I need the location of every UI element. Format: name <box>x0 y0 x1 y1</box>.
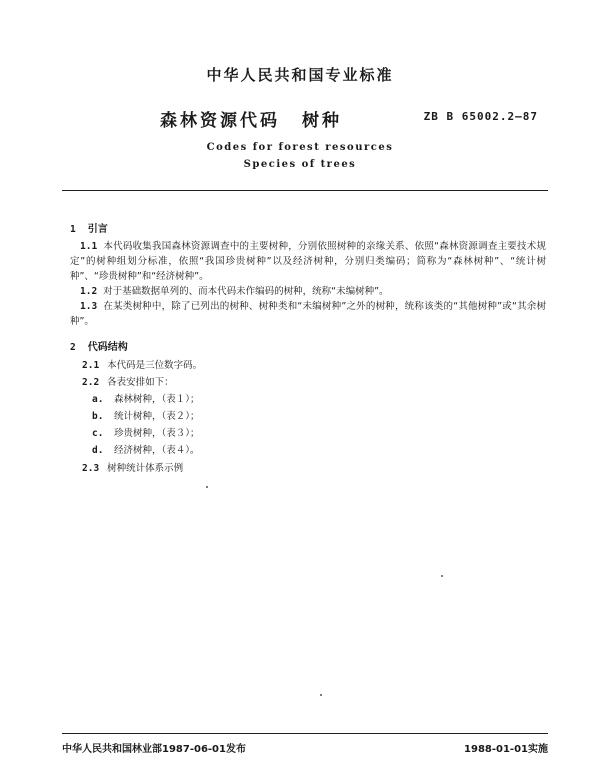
item-2-3-number: 2.3 <box>82 463 100 474</box>
sub-item-c-letter: c. <box>92 428 104 439</box>
section-1-number: 1 <box>70 224 76 235</box>
sub-item-b <box>92 409 200 424</box>
item-2-3 <box>82 461 183 476</box>
section-2-heading <box>70 338 128 353</box>
effective-date: 1988-01-01实施 <box>464 744 548 755</box>
header-divider <box>62 190 548 191</box>
scan-speck <box>206 486 208 488</box>
paragraph-1-1-number: 1.1 <box>80 241 98 252</box>
sub-item-b-text: 统计树种，（表２）； <box>114 411 200 422</box>
item-2-2-number: 2.2 <box>82 377 100 388</box>
item-2-2 <box>82 375 174 390</box>
sub-item-a-text: 森林树种，（表１）； <box>114 394 200 405</box>
document-title <box>160 106 342 131</box>
sub-item-c <box>92 426 200 441</box>
paragraph-1-3-number: 1.3 <box>80 301 98 312</box>
issuing-authority-header: 中华人民共和国专业标准 <box>206 66 394 84</box>
item-2-2-text: 各表安排如下： <box>107 377 174 388</box>
sub-item-b-letter: b. <box>92 411 104 422</box>
paragraph-1-2 <box>70 284 546 299</box>
scan-speck <box>320 694 322 696</box>
paragraph-1-1-text: 本代码收集我国森林资源调查中的主要树种，分别依照树种的亲缘关系、依照“森林资源调查主要技术规定”的树种组划分标准，依照“我国珍贵树种”以及经济树种，分别归类编码；简称为“森林树种”、“统计树种”、“珍贵树种”和“经济树种”。 <box>70 241 546 282</box>
paragraph-1-3-text: 在某类树种中，除了已列出的树种、树种类和“未编树种”之外的树种，统称该类的“其他树种”或“其余树种”。 <box>70 301 546 327</box>
title-sub: 树种 <box>302 111 342 131</box>
item-2-1 <box>82 358 202 373</box>
standard-code: ZB B 65002.2—87 <box>423 110 538 123</box>
scan-speck <box>441 575 443 577</box>
title-main: 森林资源代码 <box>160 111 280 131</box>
item-2-3-text: 树种统计体系示例 <box>107 463 184 474</box>
sub-item-d <box>92 443 200 458</box>
section-1-title: 引言 <box>87 224 108 235</box>
sub-item-a <box>92 392 200 407</box>
section-2-title: 代码结构 <box>87 342 128 353</box>
section-1-heading <box>70 220 108 235</box>
english-title-line-1: Codes for forest resources <box>206 142 394 153</box>
footer-divider <box>62 733 548 734</box>
paragraph-1-2-number: 1.2 <box>80 286 98 297</box>
paragraph-1-3 <box>70 299 546 329</box>
section-2-number: 2 <box>70 342 76 353</box>
english-title-line-2: Species of trees <box>243 159 357 170</box>
sub-item-a-letter: a. <box>92 394 104 405</box>
sub-item-d-text: 经济树种，（表４）。 <box>114 445 200 456</box>
item-2-1-number: 2.1 <box>82 360 100 371</box>
sub-item-c-text: 珍贵树种，（表３）； <box>114 428 200 439</box>
paragraph-1-1 <box>70 239 546 284</box>
sub-item-d-letter: d. <box>92 445 104 456</box>
issue-date: 中华人民共和国林业部1987-06-01发布 <box>62 744 246 755</box>
paragraph-1-2-text: 对于基础数据单列的、而本代码未作编码的树种，统称“未编树种”。 <box>103 286 389 297</box>
item-2-1-text: 本代码是三位数字码。 <box>107 360 203 371</box>
